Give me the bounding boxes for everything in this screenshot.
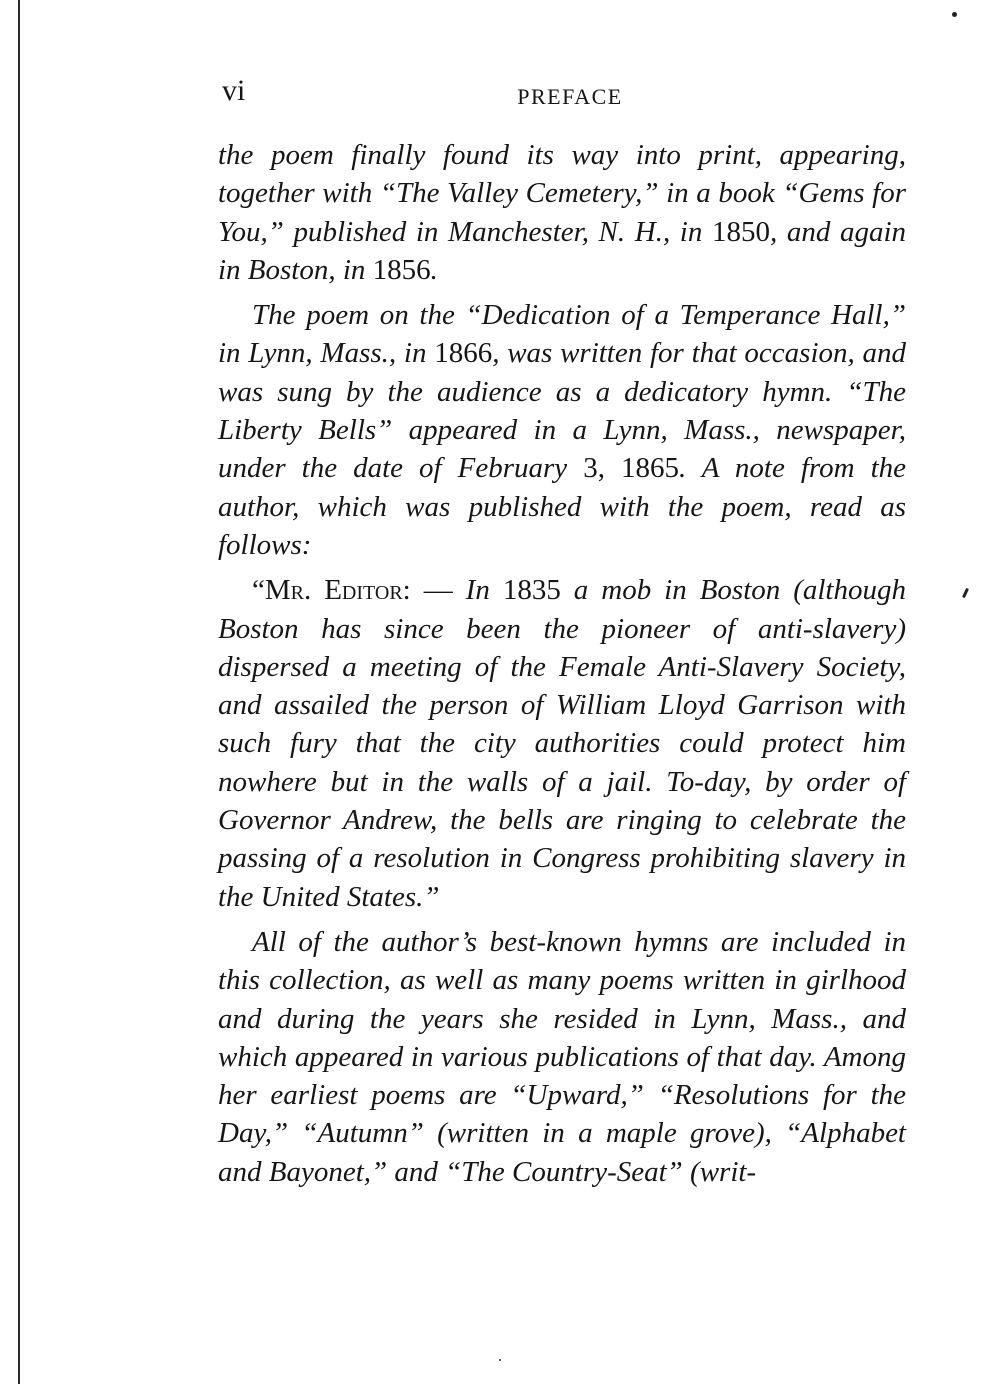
body-text	[218, 136, 906, 1191]
text-run: .	[430, 253, 438, 286]
text-run: “Mr. Editor: —	[252, 574, 453, 607]
text-run: 3, 1865	[583, 452, 679, 485]
text-run: . A note from the author, which was published with the poem, read as follows:	[218, 452, 906, 561]
text-run: The poem on the “Dedication of a Temperance Hall,” in Lynn, Mass., in	[218, 299, 906, 370]
running-title: PREFACE	[517, 84, 623, 109]
scan-binding-edge	[18, 0, 20, 1384]
text-run: In	[452, 574, 503, 607]
paragraph-1	[218, 136, 906, 289]
text-run: 1835	[502, 574, 561, 607]
scan-speck	[499, 1359, 501, 1361]
paragraph-2	[218, 296, 906, 564]
text-run: , and again in Boston, in	[218, 215, 906, 286]
scan-speck	[962, 588, 969, 598]
page-header	[218, 74, 906, 118]
page-number: vi	[222, 74, 246, 107]
text-run: 1856	[372, 253, 431, 286]
text-run: a mob in Boston (although Boston has since been the pioneer of anti-slavery) dispersed a meeting of the Female Anti-Slavery Society, and assailed the person of William Lloyd Garrison with such fury that the city authorities could protect him nowhere but in the walls of a jail. To-day, by order of Governor Andrew, the bells are ringing to celebrate the passing of a resolution in Congress prohibiting slavery in the United States.”	[218, 574, 906, 913]
text-run: All of the author’s best-known hymns are included in this collection, as well as many poems written in girlhood and during the years she resided in Lynn, Mass., and which appeared in various publications of that day. Among her earliest poems are “Upward,” “Resolutions for the Day,” “Autumn” (written in a maple grove), “Alphabet and Bayonet,” and “The Country-Seat” (writ-	[218, 925, 906, 1188]
text-run: 1866	[434, 337, 493, 370]
paragraph-4	[218, 923, 906, 1191]
text-run: the poem finally found its way into print, appearing, together with “The Valley Cemetery,” in a book “Gems for You,” published in Manchester, N. H., in	[218, 139, 906, 248]
paragraph-3	[218, 571, 906, 916]
text-run: 1850	[711, 215, 770, 248]
text-run: , was written for that occasion, and was sung by the audience as a dedicatory hymn. “The Liberty Bells” appeared in a Lynn, Mass., newspaper, under the date of February	[218, 337, 906, 485]
scan-speck	[952, 12, 957, 17]
